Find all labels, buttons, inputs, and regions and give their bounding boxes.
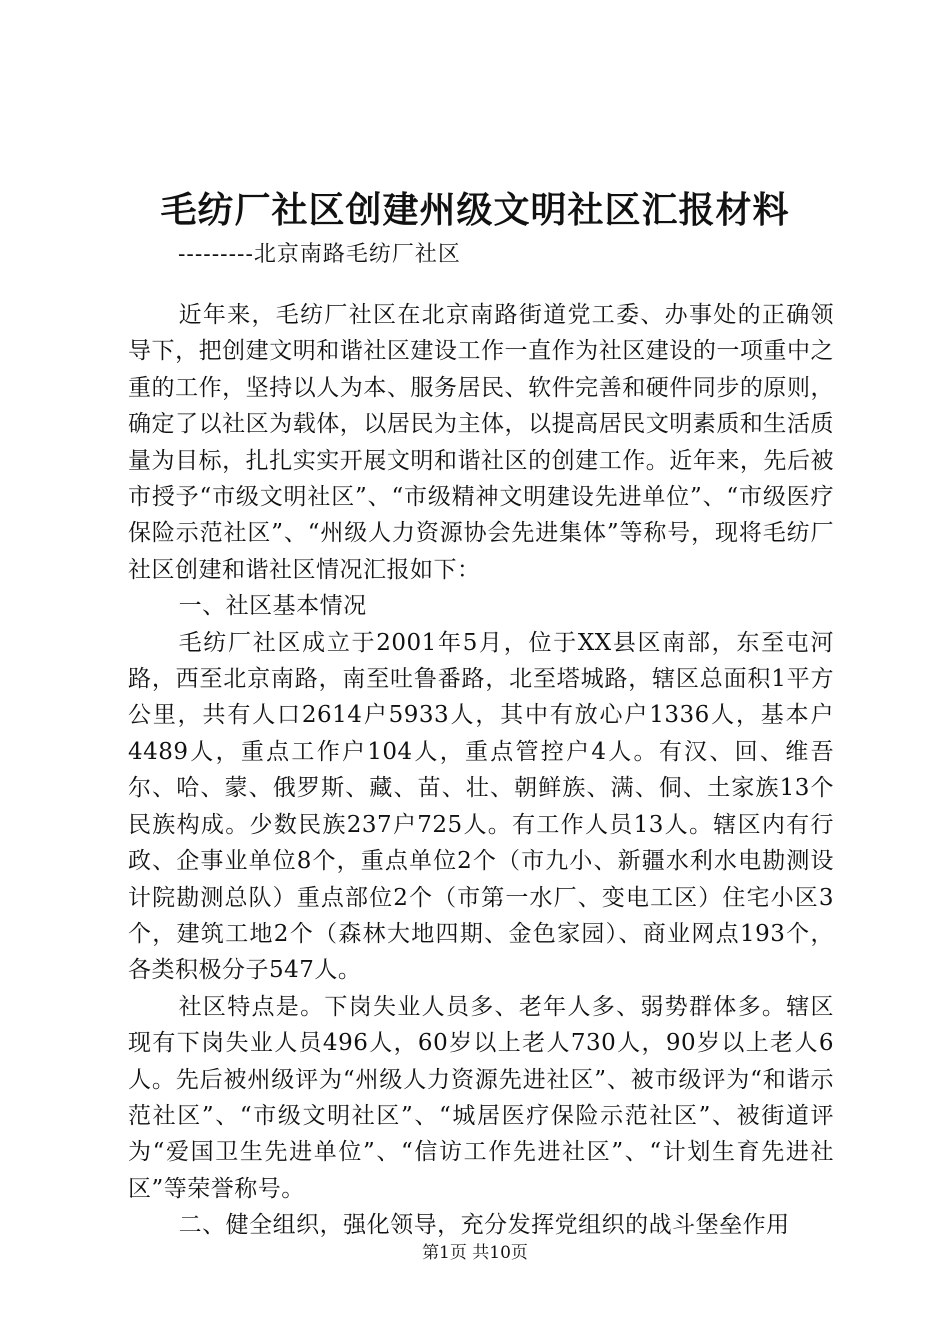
paragraph-basic-info: 毛纺厂社区成立于2001年5月，位于XX县区南部，东至屯河路，西至北京南路，南至吐鲁番路，北至塔城路，辖区总面积1平方公里，共有人口2614户5933人，其中有放心户1336人，基本户4489人，重点工作户104人，重点管控户4人。有汉、回、维吾尔、哈、蒙、俄罗斯、藏、苗、壮、朝鲜族、满、侗、土家族13个民族构成。少数民族237户725人。有工作人员13人。辖区内有行政、企事业单位8个，重点单位2个（市九小、新疆水利水电勘测设计院勘测总队）重点部位2个（市第一水厂、变电工区）住宅小区3个，建筑工地2个（森林大地四期、金色家园）、商业网点193个，各类积极分子547人。 bbox=[128, 629, 834, 984]
document-body bbox=[128, 297, 834, 1244]
page-number-footer: 第1页 共10页 bbox=[422, 1243, 528, 1263]
section-heading-2: 二、健全组织，强化领导，充分发挥党组织的战斗堡垒作用 bbox=[178, 1212, 790, 1239]
paragraph-features: 社区特点是。下岗失业人员多、老年人多、弱势群体多。辖区现有下岗失业人员496人，60岁以上老人730人，90岁以上老人6人。先后被州级评为“州级人力资源先进社区”、被市级评为“和谐示范社区”、“市级文明社区”、“城居医疗保险示范社区”、被街道评为“爱国卫生先进单位”、“信访工作先进社区”、“计划生育先进社区”等荣誉称号。 bbox=[128, 993, 834, 1202]
document-byline: ---------北京南路毛纺厂社区 bbox=[178, 242, 461, 267]
document-title: 毛纺厂社区创建州级文明社区汇报材料 bbox=[160, 189, 790, 231]
paragraph-intro: 近年来，毛纺厂社区在北京南路街道党工委、办事处的正确领导下，把创建文明和谐社区建设工作一直作为社区建设的一项重中之重的工作，坚持以人为本、服务居民、软件完善和硬件同步的原则，确定了以社区为载体，以居民为主体，以提高居民文明素质和生活质量为目标，扎扎实实开展文明和谐社区的创建工作。近年来，先后被市授予“市级文明社区”、“市级精神文明建设先进单位”、“市级医疗保险示范社区”、“州级人力资源协会先进集体”等称号，现将毛纺厂社区创建和谐社区情况汇报如下： bbox=[128, 302, 834, 583]
section-heading-1: 一、社区基本情况 bbox=[178, 593, 367, 620]
